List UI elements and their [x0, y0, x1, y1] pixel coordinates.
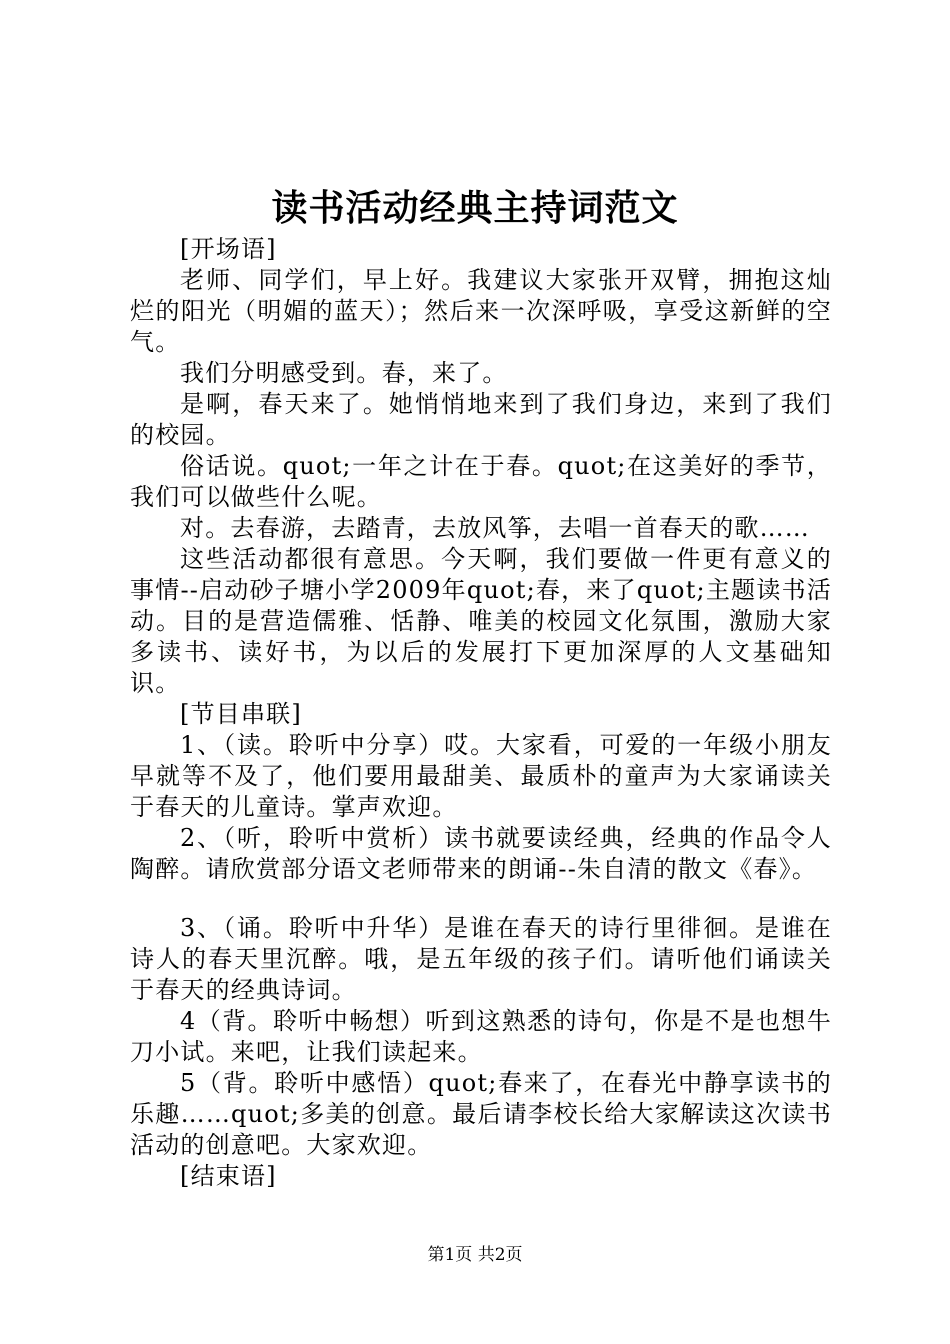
section-heading-closing: [结束语] — [180, 1162, 277, 1190]
paragraph: 老师、同学们，早上好。我建议大家张开双臂，拥抱这灿烂的阳光（明媚的蓝天）；然后来一次深呼吸，享受这新鲜的空气。 — [130, 266, 832, 356]
paragraph-gap — [130, 885, 832, 913]
document-title: 读书活动经典主持词范文 — [271, 187, 679, 229]
paragraph: 这些活动都很有意思。今天啊，我们要做一件更有意义的事情--启动砂子塘小学2009年quot;春，来了quot;主题读书活动。目的是营造儒雅、恬静、唯美的校园文化氛围，激励大家多读书、读好书，为以后的发展打下更加深厚的人文基础知识。 — [130, 545, 832, 697]
paragraph: 我们分明感受到。春，来了。 — [180, 359, 508, 387]
paragraph: 对。去春游，去踏青，去放风筝，去唱一首春天的歌…… — [180, 514, 810, 542]
section-heading-opening: [开场语] — [180, 235, 277, 263]
page-number: 第1页 共2页 — [427, 1245, 523, 1265]
program-item-3: 3、（诵。聆听中升华）是谁在春天的诗行里徘徊。是谁在诗人的春天里沉醉。哦，是五年级的孩子们。请听他们诵读关于春天的经典诗词。 — [130, 914, 832, 1004]
document-body — [130, 234, 832, 1192]
program-item-4: 4（背。聆听中畅想）听到这熟悉的诗句，你是不是也想牛刀小试。来吧，让我们读起来。 — [130, 1007, 832, 1066]
program-item-2: 2、（听，聆听中赏析）读书就要读经典，经典的作品令人陶醉。请欣赏部分语文老师带来的朗诵--朱自清的散文《春》。 — [130, 824, 832, 883]
paragraph: 是啊，春天来了。她悄悄地来到了我们身边，来到了我们的校园。 — [130, 390, 832, 449]
program-item-1: 1、（读。聆听中分享）哎。大家看，可爱的一年级小朋友早就等不及了，他们要用最甜美、最质朴的童声为大家诵读关于春天的儿童诗。掌声欢迎。 — [130, 731, 832, 821]
section-heading-program: [节目串联] — [180, 700, 302, 728]
paragraph: 俗话说。quot;一年之计在于春。quot;在这美好的季节，我们可以做些什么呢。 — [130, 452, 832, 511]
program-item-5: 5（背。聆听中感悟）quot;春来了，在春光中静享读书的乐趣……quot;多美的创意。最后请李校长给大家解读这次读书活动的创意吧。大家欢迎。 — [130, 1069, 832, 1159]
